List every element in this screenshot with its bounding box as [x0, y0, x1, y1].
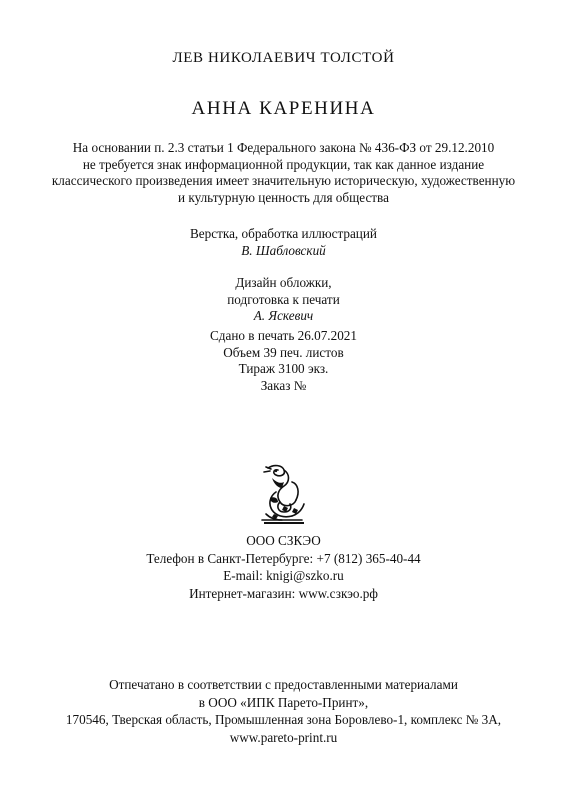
legal-notice-line: и культурную ценность для общества: [178, 189, 389, 205]
print-info-line: Заказ №: [260, 377, 307, 393]
layout-credit-name: В. Шабловский: [241, 242, 326, 258]
legal-notice-line: На основании п. 2.3 статьи 1 Федерального закона № 436-ФЗ от 29.12.2010: [72, 140, 495, 155]
print-info-line: Сдано в печать 26.07.2021: [210, 328, 357, 343]
printer-line: 170546, Тверская область, Промышленная зона Боровлево-1, комплекс № 3А,: [65, 712, 502, 727]
publisher-phone: Телефон в Санкт-Петербурге: +7 (812) 365-40-44: [146, 550, 421, 566]
legal-notice-line: не требуется знак информационной продукции, так как данное издание: [82, 156, 485, 172]
publisher-name: ООО СЗКЭО: [246, 533, 321, 548]
cover-credit: [0, 275, 567, 325]
printer-line: www.pareto-print.ru: [229, 729, 338, 745]
book-title: АННА КАРЕНИНА: [191, 98, 376, 119]
cover-credit-role: Дизайн обложки,: [235, 275, 332, 290]
print-info-line: Тираж 3100 экз.: [238, 361, 329, 376]
printer-info: [0, 676, 567, 746]
printer-line: в ООО «ИПК Парето-Принт»,: [198, 694, 369, 710]
legal-notice: [0, 140, 567, 206]
publisher-shop: Интернет-магазин: www.сзкэо.рф: [189, 585, 378, 601]
dragon-emblem-icon: [254, 462, 310, 526]
layout-credit: [0, 226, 567, 259]
cover-credit-role: подготовка к печати: [227, 291, 340, 307]
layout-credit-role: Верстка, обработка иллюстраций: [190, 226, 377, 241]
publisher-email: E-mail: knigi@szko.ru: [223, 568, 344, 583]
legal-notice-line: классического произведения имеет значительную историческую, художественную: [51, 173, 516, 188]
print-info: [0, 328, 567, 394]
publisher-info: [0, 532, 567, 602]
cover-credit-name: А. Яскевич: [253, 308, 314, 323]
printer-line: Отпечатано в соответствии с предоставленными материалами: [109, 677, 458, 692]
print-info-line: Объем 39 печ. листов: [223, 344, 344, 360]
author-name: ЛЕВ НИКОЛАЕВИЧ ТОЛСТОЙ: [172, 50, 395, 66]
